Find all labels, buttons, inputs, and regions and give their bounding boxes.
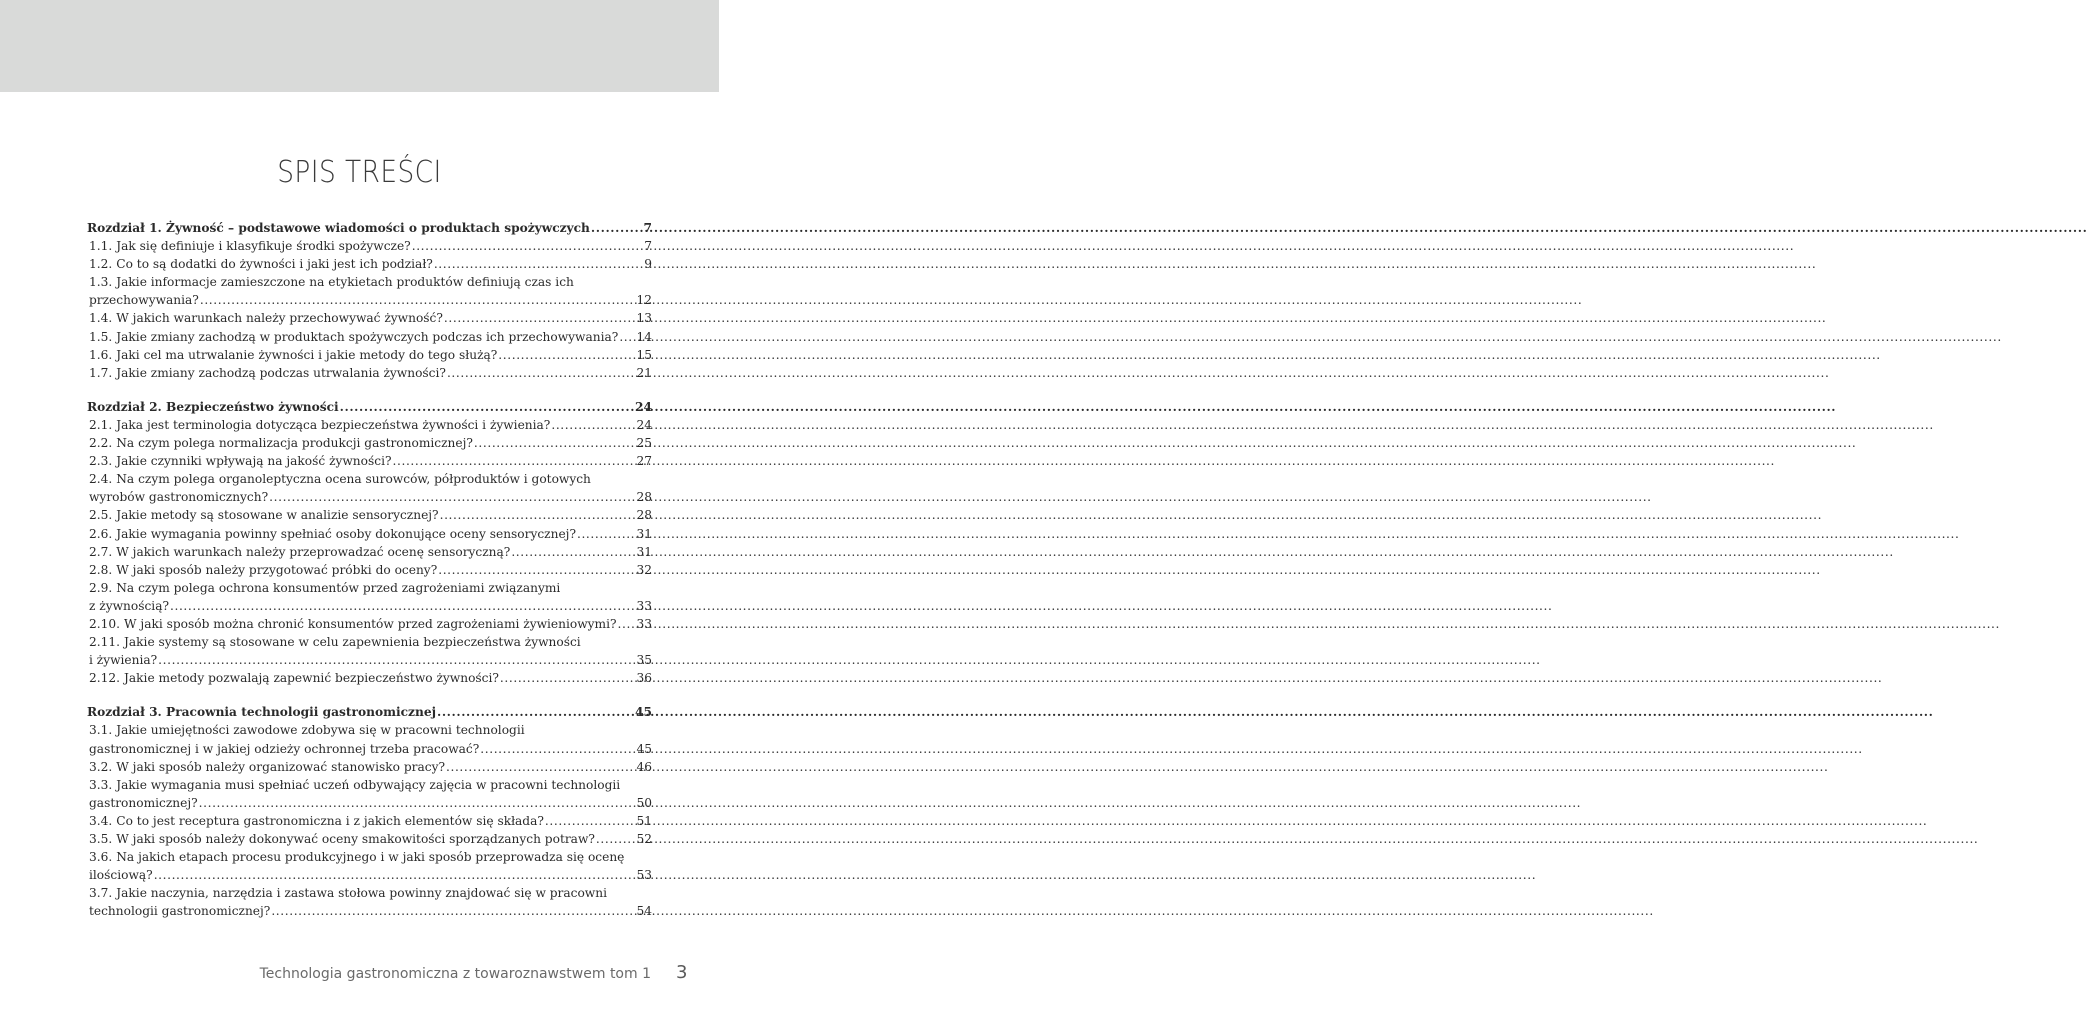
leader-dots (551, 416, 635, 434)
toc-entry-line[interactable] (87, 543, 652, 561)
toc-entry-line[interactable] (87, 902, 652, 920)
toc-entry-line[interactable] (87, 525, 652, 543)
leader-dots (271, 902, 635, 920)
chapter-page-number: 45 (635, 705, 652, 720)
chapter-spacer (87, 382, 652, 398)
entry-title: Jak się definiuje i klasyfikuje środki spożywcze? (116, 239, 411, 254)
toc-entry-line[interactable] (87, 255, 652, 273)
entry-page-number: 33 (636, 616, 652, 631)
chapter-title: Rozdział 1. Żywność – podstawowe wiadomości o produktach spożywczych (87, 221, 590, 235)
entry-title: Na jakich etapach procesu produkcyjnego i w jaki sposób przeprowadza się ocenę (116, 850, 625, 865)
entry-title: Na czym polega normalizacja produkcji gastronomicznej? (116, 436, 473, 451)
toc-entry-line[interactable] (87, 434, 652, 452)
chapter-title: Rozdział 2. Bezpieczeństwo żywności (87, 399, 339, 414)
entry-number: 2.11. (89, 635, 121, 650)
entry-title: Na czym polega ochrona konsumentów przed zagrożeniami związanymi (116, 580, 561, 595)
toc-entry-line[interactable] (87, 884, 652, 902)
entry-number: 2.10. (89, 616, 121, 631)
toc-entry-line[interactable] (87, 561, 652, 579)
entry-title: W jaki sposób należy dokonywać oceny smakowitości sporządzanych potraw? (116, 832, 595, 846)
leader-dots (480, 740, 635, 758)
entry-title: Jakie metody pozwalają zapewnić bezpieczeństwo żywności? (124, 671, 499, 686)
entry-page-number: 12 (636, 293, 652, 308)
toc-entry-line[interactable] (87, 346, 652, 364)
entry-page-number: 31 (636, 526, 652, 541)
toc-entry-line[interactable] (87, 651, 652, 669)
chapter-title: Rozdział 3. Pracownia technologii gastronomicznej (87, 705, 436, 720)
entry-number: 3.7. (89, 886, 113, 901)
entry-title: Co to jest receptura gastronomiczna i z jakich elementów się składa? (116, 813, 544, 828)
entry-page-number: 9 (644, 257, 652, 272)
entry-title: W jakich warunkach należy przechowywać żywność? (116, 311, 443, 326)
entry-title: Jaka jest terminologia dotycząca bezpieczeństwa żywności i żywienia? (116, 417, 551, 432)
leader-dots (498, 346, 635, 364)
leader-dots (596, 830, 636, 848)
leader-dots (412, 237, 644, 255)
leader-dots (444, 309, 636, 327)
toc-entry-line[interactable] (87, 416, 652, 434)
leader-dots (434, 255, 643, 273)
toc-entry-line[interactable] (87, 776, 652, 794)
entry-number: 1.1. (89, 239, 113, 254)
leader-dots (577, 525, 636, 543)
toc-chapter-entry[interactable] (87, 398, 652, 416)
entry-number: 1.6. (89, 347, 113, 362)
table-of-contents (87, 219, 652, 920)
entry-title: gastronomicznej i w jakiej odzieży ochronnej trzeba pracować? (89, 741, 480, 756)
leader-dots (511, 543, 635, 561)
leader-dots (200, 291, 636, 309)
toc-entry-line[interactable] (87, 830, 652, 848)
entry-title: gastronomicznej? (89, 795, 198, 810)
entry-page-number: 54 (636, 904, 652, 919)
toc-entry-line[interactable] (87, 721, 652, 739)
page-title: SPIS TREŚCI (277, 155, 442, 190)
entry-number: 1.4. (89, 311, 113, 326)
chapter-page-number: 24 (635, 399, 652, 414)
leader-dots (437, 703, 634, 721)
leader-dots (591, 219, 643, 237)
toc-entry-line[interactable] (87, 452, 652, 470)
entry-page-number: 7 (644, 239, 652, 254)
toc-entry-line[interactable] (87, 812, 652, 830)
leader-dots (438, 561, 635, 579)
entry-number: 2.3. (89, 454, 113, 469)
entry-title: Na czym polega organoleptyczna ocena surowców, półproduktów i gotowych (116, 472, 591, 487)
toc-entry-line[interactable] (87, 488, 652, 506)
entry-number: 2.6. (89, 526, 113, 541)
toc-entry-line[interactable] (87, 615, 652, 633)
toc-entry-line[interactable] (87, 273, 652, 291)
entry-page-number: 52 (636, 832, 652, 846)
entry-number: 2.1. (89, 417, 113, 432)
entry-number: 2.7. (89, 544, 113, 559)
leader-dots (393, 452, 636, 470)
entry-page-number: 14 (636, 329, 652, 344)
entry-page-number: 36 (636, 671, 652, 686)
leader-dots (474, 434, 636, 452)
entry-page-number: 25 (636, 436, 652, 451)
entry-title: W jaki sposób należy przygotować próbki do oceny? (116, 562, 438, 577)
toc-chapter-entry[interactable] (87, 219, 652, 237)
header-band (0, 0, 719, 92)
toc-entry-line[interactable] (87, 633, 652, 651)
entry-number: 1.7. (89, 365, 113, 380)
entry-title: Jakie informacje zamieszczone na etykietach produktów definiują czas ich (116, 275, 574, 290)
leader-dots (618, 615, 636, 633)
entry-number: 2.12. (89, 671, 121, 686)
leader-dots (440, 506, 636, 524)
entry-title: Co to są dodatki do żywności i jaki jest ich podział? (116, 257, 433, 272)
toc-entry-line[interactable] (87, 291, 652, 309)
toc-entry-line[interactable] (87, 794, 652, 812)
entry-number: 3.1. (89, 723, 113, 738)
entry-title: Jakie zmiany zachodzą w produktach spożywczych podczas ich przechowywania? (116, 329, 619, 344)
entry-number: 1.3. (89, 275, 113, 290)
entry-title: Jakie wymagania powinny spełniać osoby dokonujące oceny sensorycznej? (116, 526, 576, 541)
entry-number: 3.4. (89, 813, 113, 828)
entry-title: z żywnością? (89, 598, 169, 613)
leader-dots (158, 651, 635, 669)
entry-title: W jakich warunkach należy przeprowadzać ocenę sensoryczną? (116, 544, 511, 559)
toc-entry-line[interactable] (87, 364, 652, 382)
leader-dots (619, 328, 635, 346)
leader-dots (170, 597, 635, 615)
entry-title: Jakie metody są stosowane w analizie sensorycznej? (116, 508, 439, 523)
entry-page-number: 24 (636, 417, 652, 432)
entry-title: Jakie systemy są stosowane w celu zapewnienia bezpieczeństwa żywności (124, 635, 581, 650)
toc-entry-line[interactable] (87, 669, 652, 687)
entry-title: Jakie wymagania musi spełniać uczeń odbywający zajęcia w pracowni technologii (116, 777, 621, 792)
entry-page-number: 51 (636, 813, 652, 828)
entry-number: 2.2. (89, 436, 113, 451)
entry-title: W jaki sposób można chronić konsumentów przed zagrożeniami żywieniowymi? (124, 616, 617, 631)
entry-page-number: 33 (636, 598, 652, 613)
leader-dots (447, 364, 636, 382)
chapter-page-number: 7 (643, 221, 652, 235)
entry-number: 3.5. (89, 832, 113, 846)
entry-title: Jakie naczynia, narzędzia i zastawa stołowa powinny znajdować się w pracowni (116, 886, 607, 901)
entry-page-number: 46 (636, 759, 652, 774)
entry-number: 3.3. (89, 777, 113, 792)
entry-page-number: 35 (636, 653, 652, 668)
toc-entry-line[interactable] (87, 866, 652, 884)
entry-page-number: 45 (636, 741, 652, 756)
leader-dots (340, 398, 634, 416)
toc-entry-line[interactable] (87, 470, 652, 488)
entry-number: 2.5. (89, 508, 113, 523)
toc-entry-line[interactable] (87, 506, 652, 524)
entry-title: ilościową? (89, 868, 153, 883)
leader-dots (545, 812, 636, 830)
entry-number: 1.2. (89, 257, 113, 272)
entry-title: przechowywania? (89, 293, 199, 308)
toc-entry-line[interactable] (87, 848, 652, 866)
toc-entry-line[interactable] (87, 237, 652, 255)
entry-title: technologii gastronomicznej? (89, 904, 271, 919)
chapter-spacer (87, 687, 652, 703)
entry-title: Jaki cel ma utrwalanie żywności i jakie metody do tego służą? (116, 347, 498, 362)
toc-entry-line[interactable] (87, 740, 652, 758)
entry-page-number: 53 (636, 868, 652, 883)
entry-page-number: 21 (636, 365, 652, 380)
entry-page-number: 27 (636, 454, 652, 469)
entry-number: 1.5. (89, 329, 113, 344)
entry-page-number: 32 (636, 562, 652, 577)
entry-number: 2.4. (89, 472, 113, 487)
entry-page-number: 50 (636, 795, 652, 810)
entry-title: Jakie umiejętności zawodowe zdobywa się w pracowni technologii (116, 723, 525, 738)
footer-page-number: 3 (676, 962, 688, 983)
toc-entry-line[interactable] (87, 597, 652, 615)
toc-entry-line[interactable] (87, 758, 652, 776)
leader-dots (500, 669, 636, 687)
toc-entry-line[interactable] (87, 579, 652, 597)
entry-number: 3.6. (89, 850, 113, 865)
entry-title: Jakie czynniki wpływają na jakość żywności? (116, 454, 392, 469)
entry-page-number: 15 (636, 347, 652, 362)
entry-title: W jaki sposób należy organizować stanowisko pracy? (116, 759, 445, 774)
entry-number: 2.9. (89, 580, 113, 595)
leader-dots (269, 488, 635, 506)
entry-page-number: 28 (636, 508, 652, 523)
footer-book-title: Technologia gastronomiczna z towaroznawstwem tom 1 (259, 966, 651, 982)
toc-entry-line[interactable] (87, 328, 652, 346)
entry-title: wyrobów gastronomicznych? (89, 490, 269, 505)
entry-title: Jakie zmiany zachodzą podczas utrwalania żywności? (116, 365, 446, 380)
entry-page-number: 13 (636, 311, 652, 326)
entry-number: 3.2. (89, 759, 113, 774)
entry-number: 2.8. (89, 562, 113, 577)
toc-entry-line[interactable] (87, 309, 652, 327)
leader-dots (446, 758, 635, 776)
leader-dots (154, 866, 636, 884)
leader-dots (199, 794, 636, 812)
entry-title: i żywienia? (89, 653, 158, 668)
entry-page-number: 28 (636, 490, 652, 505)
toc-chapter-entry[interactable] (87, 703, 652, 721)
entry-page-number: 31 (636, 544, 652, 559)
